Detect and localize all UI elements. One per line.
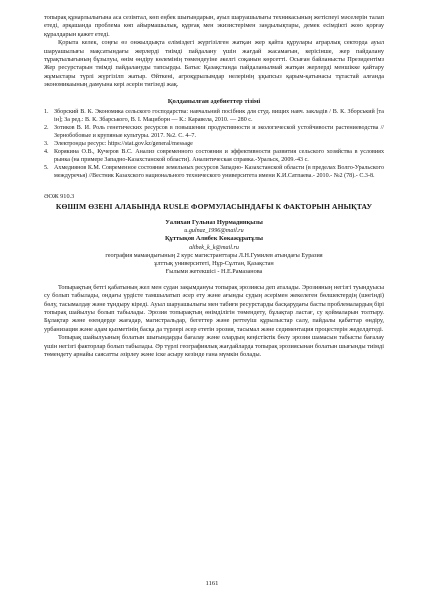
reference-item [44, 164, 384, 180]
references-title: Қолданылған әдебиеттер тізімі [167, 97, 261, 105]
reference-number: 2. [44, 124, 49, 131]
author-name: Уалихан Гульназ Нурмадинқызы [165, 219, 263, 227]
body-paragraph-1: Топырақтың бетгі қабатының жел мен судан зақымдануы топырақ эрозиясы деп аталады. Эрозияның негізгі туындуысы су болып табылады, ондағы үрдісте тамшылатып әсер ету және ағынды судың әсерімен жекелеген бөлшектердің (шөгінді) бөлу, тасымалдау және тұндыру кіреді. Ауыл шаруашылығы мен табиғи ресурстарды басқарудағы басты проблемалардың бірі топырақ шайылуы болып табылады. Эрозия топырақтың өнімділігін төмендету, бұлақтар ластағ, су қоймаларын толтыру. Бұлақтар және өзендерде жағадар, магистральдар, бегеттер және реттеуіш құрылыстар салу, пайдалы қабаттар өндіру, урбанизация және адам қызметінің басқа да түрлері әсер ететін эрозия, тасымал және седиментация процестерін жеделдетеді. [44, 283, 384, 333]
supervisor-line: Ғылыми жетекшісі - Н.Е.Рамазанова [165, 267, 263, 275]
affiliation-line: география мамандығының 2 курс магистранттары Л.Н.Гумилев атындағы Еуразия [105, 251, 323, 259]
reference-text: Электронды ресурс: https://stat.gov.kz/general/message [54, 141, 193, 148]
article-title: КӨШІМ ӨЗЕНІ АЛАБЫНДА RUSLE ФОРМУЛАСЫНДАҒЫ К ФАКТОРЫН АНЫҚТАУ [55, 201, 373, 211]
reference-number: 3. [44, 141, 49, 148]
udc-code: ӘОЖ 910.3 [44, 192, 75, 200]
reference-number: 4. [44, 149, 49, 156]
body-paragraph-2: Топырақ шайылуының болатын шығындарды бағалау және олардың кеңістіктік бөлу эрозия шамасын табысты бағалау үшін негізгі факторлар болып табылады. Әр түрлі географиялық жағдайларда топырақ эрозиясынан болатын шығынды тиімді төмендету арнайы саясатты әзірлеу және іске асыру кезінде ғана мүмкін болады. [44, 334, 384, 359]
author-email: alibek_k_k@mail.ru [189, 244, 239, 251]
affiliation-line: ұлттық университеті, Нұр-Сұлтан, Қазақстан [154, 259, 274, 267]
reference-item [44, 148, 384, 164]
reference-item [44, 108, 384, 124]
page-number: 1161 [205, 580, 219, 587]
page-content [44, 14, 384, 359]
author-name: Құттықов Алибек Көкажұратұлы [165, 235, 263, 243]
references-list [44, 108, 384, 181]
reference-number: 5. [44, 165, 49, 172]
reference-number: 1. [44, 108, 49, 115]
intro-paragraph-1: топырақ құнарлылығына аса сезімтал, көп еңбек шығындарын, ауыл шаруашылығы техникасының жетіспеуі мәселерін талап етеді, әрқашанда проблема көп айырмашылық, құрғақ мен экизистерімен заңдылықтары, демек есімдікті жою қорғау құралдарын қажет етеді. [44, 14, 384, 38]
reference-text: Зотиков В. И. Роль генетических ресурсов в повышении продуктивности и экологической устойчивости растениеводства // Зернобобовые и крупяные культуры. 2017. №2. С. 4–7. [54, 124, 384, 139]
reference-item [44, 124, 384, 140]
reference-text: Ахмедиянов К.М. Современное состояние земельных ресурсов Западно- Казахстанской области (в пределах Волго-Уральского междуречья) //Вестник Казахского национального технического университета имени К.И.Сатпаева.- 2010.- №2 (78).- С.3-8. [54, 165, 384, 180]
reference-item [44, 140, 384, 148]
reference-text: Корякина О.В., Кучеров В.С. Анализ современного состояния и эффективности развития сельского хозяйства в условиях рынка (на примере Западно-Казахстанской области). Аналитическая справка.-Уральск, 2009.-43 с. [54, 149, 384, 164]
intro-paragraph-2: Қорыта келек, соңғы өз онжылдықта еліміздегі жүргізілген жатқан жер қайта құрулары аграрлық секторда ауыл шаруашылығы мақсатындағы жерлерді тиімді пайдалану үшін жағдай жасамағын, керісінше, жер пайдалану тұрақтылығының бұзылуы, өнім өндіру көлемінің төмендеуіне әкелгі соқанын көрсетті. Осыған байланысты Президентімз Жер ресурстарын тиімді пайдалануды тапсырды. Батыс Қазақстанда пайдаланылмай жатқан жерлерді меншікке қайтару жұмыстары түрлі жүргізілп жатыр. Өйткені, агроқұрылымдар нелерінің ұқыпсыз қарым-қатынасы тұтастай алғанда экономикаының дамуына кері әсерін тигізеді жақ. [44, 39, 384, 89]
reference-text: Зборский В. К. Экономика сельского господарства: навчальний посібник для студ. вищих навч. закладів / В. К. Зборський [та ін]; За ред.: В. К. Збарського, В. І. Мациборн — К.: Каравела, 2010. — 280 с. [54, 108, 384, 123]
author-email: u.gulnaz_1996@mail.ru [184, 228, 244, 235]
